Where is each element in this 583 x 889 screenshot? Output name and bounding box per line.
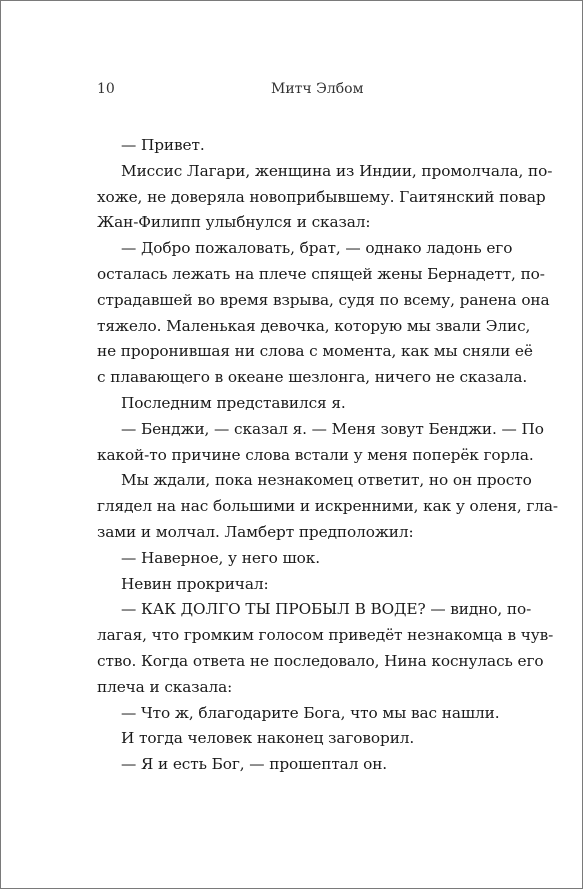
page-number: 10 xyxy=(97,81,115,97)
text-line: тяжело. Маленькая девочка, которую мы звали Элис, xyxy=(97,316,531,335)
running-head xyxy=(97,78,497,100)
text-line: — Бенджи, — сказал я. — Меня зовут Бенджи. — По xyxy=(121,419,544,438)
text-line: Последним представился я. xyxy=(121,393,346,412)
text-line: плеча и сказала: xyxy=(97,677,233,696)
text-line: хоже, не доверяла новоприбывшему. Гаитянский повар xyxy=(97,187,546,206)
paragraph xyxy=(97,391,499,417)
text-line: не проронившая ни слова с момента, как мы сняли её xyxy=(97,342,533,361)
paragraph xyxy=(97,468,558,545)
body-text xyxy=(97,133,558,778)
text-line: — Привет. xyxy=(121,136,205,154)
text-line: — Добро пожаловать, брат, — однако ладонь его xyxy=(121,239,513,258)
text-line: глядел на нас большими и искренними, как у оленя, гла- xyxy=(97,497,558,516)
book-author: Митч Элбом xyxy=(271,81,364,97)
text-line: зами и молчал. Ламберт предположил: xyxy=(97,522,414,541)
text-line: ство. Когда ответа не последовало, Нина коснулась его xyxy=(97,651,544,670)
text-line: — КАК ДОЛГО ТЫ ПРОБЫЛ В ВОДЕ? — видно, по- xyxy=(121,600,532,619)
text-line: Мы ждали, пока незнакомец ответит, но он просто xyxy=(121,471,532,490)
text-line: страдавшей во время взрыва, судя по всему, ранена она xyxy=(97,290,550,309)
text-line: какой-то причине слова встали у меня поперёк горла. xyxy=(97,445,534,464)
text-line: — Что ж, благодарите Бога, что мы вас нашли. xyxy=(121,703,500,722)
text-line: с плавающего в океане шезлонга, ничего не сказала. xyxy=(97,368,528,387)
paragraph xyxy=(97,236,550,391)
paragraph xyxy=(97,159,553,236)
text-line: осталась лежать на плече спящей жены Бернадетт, по- xyxy=(97,264,545,283)
paragraph xyxy=(97,133,499,159)
text-line: Невин прокричал: xyxy=(121,574,269,593)
text-line: Жан-Филипп улыбнулся и сказал: xyxy=(97,213,371,232)
paragraph xyxy=(97,597,554,700)
paragraph xyxy=(97,701,499,727)
text-line: — Наверное, у него шок. xyxy=(121,548,321,567)
paragraph xyxy=(97,546,499,572)
text-line: — Я и есть Бог, — прошептал он. xyxy=(121,755,388,774)
paragraph xyxy=(97,572,499,598)
text-line: Миссис Лагари, женщина из Индии, промолчала, по- xyxy=(121,161,553,180)
paragraph xyxy=(97,752,499,778)
text-line: лагая, что громким голосом приведёт незнакомца в чув- xyxy=(97,626,554,645)
text-line: И тогда человек наконец заговорил. xyxy=(121,729,415,748)
paragraph xyxy=(97,417,544,469)
paragraph xyxy=(97,726,499,752)
